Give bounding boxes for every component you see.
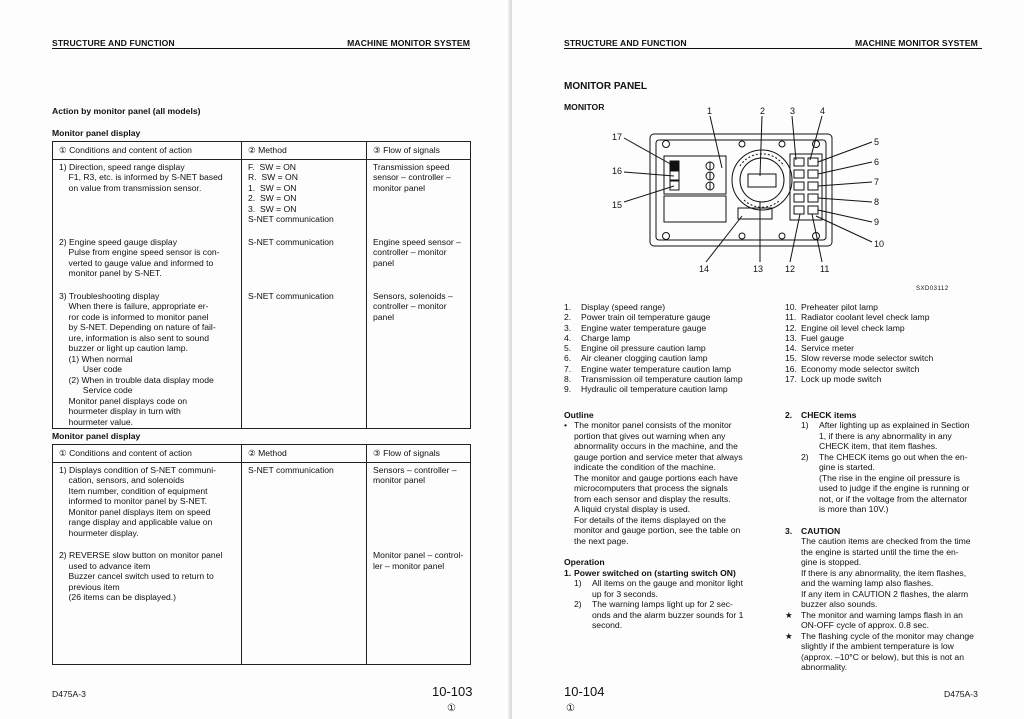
legend-number: 11. [785,312,797,323]
cell-flow [367,235,471,279]
spacer-cell [53,538,242,548]
text-line: F1, R3, etc. is informed by S-NET based [59,172,223,183]
op2-title: CHECK items [801,410,857,420]
list-text [592,578,762,599]
text-line: 1) Displays condition of S-NET communi- [59,465,216,475]
legend-item [785,364,933,374]
op3-heading [785,526,982,536]
outline-text [574,420,762,546]
cell-method [242,289,367,429]
text-line: S-NET communication [248,214,334,225]
callout-3: 3 [790,106,796,116]
bullet-icon: • [564,420,568,431]
table-header-flow: ③ Flow of signals [367,142,471,160]
left-footer-revision: ① [447,703,456,714]
spacer-cell [367,225,471,235]
cell-conditions [53,235,242,279]
legend-number: 5. [564,343,572,354]
text-line: 1, if there is any abnormality in any [819,430,952,441]
right-header-section: STRUCTURE AND FUNCTION [564,38,687,48]
legend-number: 17. [785,374,797,385]
list-marker: 1) [574,578,582,589]
op3-title: CAUTION [801,525,841,536]
spacer-cell [242,538,367,548]
text-line: up for 3 seconds. [592,588,658,599]
text-line: panel [373,311,395,322]
cell-conditions [53,463,242,539]
legend-label: Hydraulic oil temperature caution lamp [581,384,728,395]
op2-number: 2. [785,410,793,420]
text-line: 3) Troubleshooting display [59,290,160,301]
list-text [819,420,982,451]
text-line: Sensors – controller – [373,465,457,475]
callout-8: 8 [874,197,880,207]
legend-label: Engine oil pressure caution lamp [581,343,706,354]
monitor-subtitle: MONITOR [564,102,605,112]
monitor-panel-diagram [610,104,900,282]
text-line: sensor – controller – [373,172,451,183]
text-line: hourmeter value. [59,416,134,427]
text-line: (26 items can be displayed.) [59,592,177,603]
legend-item [564,384,743,394]
right-header-rule [564,48,982,49]
text-line: monitor and gauge portion, see the table on [574,525,741,536]
op1-title: Power switched on (starting switch ON) [574,567,736,578]
text-line: cation, sensors, and solenoids [59,475,185,486]
legend-item [785,343,933,353]
callout-9: 9 [874,217,880,227]
row-spacer [53,225,471,235]
text-line: 2. SW = ON [248,193,297,204]
text-line: range display and applicable value on [59,517,213,528]
text-line: onds and the alarm buzzer sounds for 1 [592,609,744,620]
text-line: For details of the items displayed on the [574,514,726,525]
text-line: indicate the condition of the machine. [574,462,716,473]
text-line: A liquid crystal display is used. [574,504,691,515]
legend-item [564,333,743,343]
figure-code: SXD03112 [916,286,949,292]
legend-item [564,343,743,353]
text-line: monitor panel [373,182,426,193]
text-line: and the warning lamp also flashes. [801,578,934,589]
cell-conditions [53,548,242,664]
text-line: The monitor and gauge portions each have [574,472,738,483]
spacer-cell [242,279,367,289]
text-line: Transmission speed [373,162,450,172]
text-line: used to judge if the engine is running or [819,483,970,494]
legend-number: 8. [564,374,572,385]
legend-number: 1. [564,302,572,312]
text-line: 2) REVERSE slow button on monitor panel [59,550,223,561]
text-line: The flashing cycle of the monitor may change [801,630,974,641]
callout-2: 2 [760,106,766,116]
table-header-row [53,445,471,463]
spacer-cell [242,225,367,235]
text-line: portion that gives out warning when any [574,430,726,441]
legend-label: Service meter [801,343,855,354]
table-header-flow: ③ Flow of signals [367,445,471,463]
legend-label: Transmission oil temperature caution lamp [581,374,743,385]
text-line: S-NET communication [248,465,334,475]
text-line: gauge portion and service meter that always [574,451,743,462]
text-line: The warning lamps light up for 2 sec- [592,599,733,610]
op3-text [785,536,982,609]
text-line: Monitor panel displays code on [59,395,188,406]
table-row [53,463,471,539]
text-line: abnormality. [801,662,848,673]
callout-7: 7 [874,177,880,187]
text-line: is more than 10V.) [819,504,889,515]
legend-number: 14. [785,343,797,354]
legend-label: Engine oil level check lamp [801,322,905,333]
text-line: User code [59,364,123,375]
text-line: ror code is informed to monitor panel [59,311,209,322]
list-marker: 2) [574,599,582,610]
text-line: (2) When in trouble data display mode [59,374,214,385]
text-line: When there is failure, appropriate er- [59,301,209,312]
legend-left [564,302,743,395]
callout-17: 17 [612,132,623,142]
callout-10: 10 [874,239,885,249]
list-item [785,420,982,451]
legend-item [564,302,743,312]
callout-5: 5 [874,137,880,147]
right-footer-revision: ① [566,703,575,714]
list-item [785,610,982,631]
outline-title: Outline [564,410,594,420]
warning-lamp-icons [794,158,818,214]
legend-right [785,302,933,384]
fuel-scale [744,200,780,207]
table-row [53,160,471,225]
text-line: The monitor panel consists of the monitor [574,420,732,431]
cell-flow [367,160,471,225]
callout-13: 13 [753,264,764,274]
list-marker: 1) [801,420,809,431]
action-section-title: Action by monitor panel (all models) [52,106,201,116]
list-item [785,631,982,673]
cell-method [242,160,367,225]
text-line: Service code [59,385,133,396]
cell-conditions [53,289,242,429]
text-line: The caution items are checked from the time [801,536,971,547]
text-line: The CHECK items go out when the en- [819,451,968,462]
op1-items [564,578,762,630]
cell-method [242,463,367,539]
legend-item [785,312,933,322]
text-line: ler – monitor panel [373,560,445,571]
text-line: (approx. –10°C or below), but this is not an [801,651,964,662]
text-line: buzzer or light up caution lamp. [59,343,188,354]
op3-number: 3. [785,525,793,536]
text-line: 2) Engine speed gauge display [59,236,178,247]
legend-number: 6. [564,353,572,364]
cell-conditions [53,160,242,225]
right-footer-model: D475A-3 [944,689,978,699]
op2-items [785,420,982,514]
text-line: by S-NET. Depending on nature of fail- [59,322,216,333]
legend-label: Preheater pilot lamp [801,302,878,312]
text-line: abnormality occurs in the machine, and the [574,441,738,452]
text-line: Item number, condition of equipment [59,485,208,496]
table-header-method: ② Method [242,142,367,160]
text-line: S-NET communication [248,290,334,301]
legend-number: 15. [785,353,797,364]
callout-12: 12 [785,264,796,274]
text-line: hourmeter display in turn with [59,406,181,417]
text-line: microcomputers that process the signals [574,483,728,494]
legend-label: Lock up mode switch [801,374,882,385]
legend-item [785,374,933,384]
list-item [785,452,982,515]
screw-icon [663,233,670,240]
text-line: R. SW = ON [248,172,298,183]
legend-label: Engine water temperature gauge [581,322,707,333]
legend-item [785,302,933,312]
cell-flow [367,463,471,539]
text-line: not, or if the voltage from the alternator [819,493,968,504]
legend-number: 3. [564,322,572,333]
text-line: slightly if the ambient temperature is low [801,641,954,652]
table-header-conditions: ① Conditions and content of action [53,445,242,463]
list-marker: ★ [785,609,793,620]
text-line: (1) When normal [59,353,133,364]
text-line: the engine is started until the time the en- [801,546,959,557]
op2-heading [785,410,982,420]
legend-label: Economy mode selector switch [801,363,920,374]
text-line: monitor panel [373,475,426,486]
legend-item [564,374,743,384]
row-spacer [53,279,471,289]
switch-symbol-icon [670,181,679,190]
operation-title: Operation [564,557,605,568]
speed-display [748,174,776,187]
list-text [801,610,982,631]
lamp-column [790,154,822,220]
cell-flow [367,548,471,664]
text-line: CHECK item, that item flashes. [819,441,938,452]
text-line: from each sensor and display the results. [574,493,731,504]
legend-item [785,333,933,343]
gauge-inner [740,158,784,202]
text-line: hourmeter display. [59,527,139,538]
callout-11: 11 [820,264,830,274]
list-text [819,452,982,515]
legend-number: 9. [564,384,572,395]
callout-1: 1 [707,106,713,116]
row-spacer [53,538,471,548]
monitor-panel-title: MONITOR PANEL [564,81,647,92]
text-line: previous item [59,581,120,592]
legend-label: Engine water temperature caution lamp [581,363,731,374]
text-line: on value from transmission sensor. [59,182,202,193]
spacer-cell [367,538,471,548]
op3-notes [785,610,982,673]
right-footer-page: 10-104 [564,684,605,699]
table-row [53,289,471,429]
outline-paragraph [564,420,762,546]
spacer-cell [53,279,242,289]
legend-item [564,312,743,322]
text-line: controller – monitor [373,247,447,258]
text-line: monitor panel by S-NET. [59,268,162,279]
outline-operation-column [564,410,762,631]
text-line: gine is started. [819,462,875,473]
legend-label: Fuel gauge [801,332,845,343]
spacer-cell [53,225,242,235]
table-row [53,548,471,664]
text-line: verted to gauge value and informed to [59,257,214,268]
switch-symbol-icon [670,161,679,170]
list-item [564,599,762,630]
text-line: Engine speed sensor – [373,236,461,247]
text-line: 1. SW = ON [248,182,297,193]
legend-label: Air cleaner clogging caution lamp [581,353,708,364]
left-lower-block [664,196,726,222]
left-footer-page: 10-103 [432,684,473,699]
list-marker: ★ [785,630,793,641]
legend-label: Radiator coolant level check lamp [801,312,930,323]
text-line: S-NET communication [248,236,334,247]
text-line: Sensors, solenoids – [373,290,453,301]
text-line: controller – monitor [373,301,447,312]
left-header-topic: MACHINE MONITOR SYSTEM [347,38,470,48]
text-line: Pulse from engine speed sensor is con- [59,247,220,258]
legend-number: 16. [785,363,797,374]
table-header-row [53,142,471,160]
text-line: Monitor panel – control- [373,550,464,561]
legend-number: 2. [564,312,572,323]
text-line: panel [373,257,395,268]
text-line: If any item in CAUTION 2 flashes, the alarm [801,588,969,599]
legend-label: Power train oil temperature gauge [581,312,711,323]
legend-item [564,364,743,374]
screw-icon [739,141,745,147]
callout-16: 16 [612,166,623,176]
text-line: informed to monitor panel by S-NET. [59,496,208,507]
left-header-rule [52,48,470,49]
legend-item [785,353,933,363]
legend-item [785,323,933,333]
text-line: gine is stopped. [801,557,862,568]
right-header-topic: MACHINE MONITOR SYSTEM [855,38,978,48]
text-line: ure, information is also sent to sound [59,332,209,343]
legend-label: Slow reverse mode selector switch [801,353,934,364]
table2-title: Monitor panel display [52,431,141,441]
callout-15: 15 [612,200,623,210]
list-item [564,578,762,599]
text-line: After lighting up as explained in Section [819,420,970,431]
op1-number: 1. [564,567,572,578]
text-line: All items on the gauge and monitor light [592,578,743,589]
legend-item [564,353,743,363]
left-header-section: STRUCTURE AND FUNCTION [52,38,175,48]
op1-heading [564,568,762,578]
text-line: The monitor and warning lamps flash in an [801,609,963,620]
cell-flow [367,289,471,429]
monitor-panel-table-1 [52,141,471,429]
left-footer-model: D475A-3 [52,689,86,699]
callout-6: 6 [874,157,880,167]
screw-icon [739,233,745,239]
legend-label: Display (speed range) [581,302,666,312]
text-line: buzzer also sounds. [801,599,878,610]
callout-4: 4 [820,106,826,116]
cell-method [242,548,367,664]
spacer-cell [367,279,471,289]
text-line: 3. SW = ON [248,203,297,214]
table-row [53,235,471,279]
screw-icon [779,141,785,147]
list-marker: 2) [801,451,809,462]
text-line: If there is any abnormality, the item flashes, [801,567,967,578]
screw-icon [779,233,785,239]
text-line: ON-OFF cycle of approx. 0.8 sec. [801,620,929,631]
legend-number: 12. [785,322,797,333]
legend-item [564,323,743,333]
monitor-panel-table-2 [52,444,471,665]
legend-number: 10. [785,302,797,312]
text-line: (The rise in the engine oil pressure is [819,472,960,483]
list-text [801,631,982,673]
text-line: used to advance item [59,560,151,571]
text-line: Buzzer cancel switch used to return to [59,571,214,582]
callout-14: 14 [699,264,710,274]
text-line: second. [592,620,623,631]
list-text [592,599,762,630]
text-line: F. SW = ON [248,162,296,172]
gauge-ring [732,150,792,210]
text-line: Monitor panel displays item on speed [59,506,211,517]
table1-title: Monitor panel display [52,128,141,138]
table-header-method: ② Method [242,445,367,463]
legend-number: 4. [564,332,572,343]
cell-method [242,235,367,279]
text-line: 1) Direction, speed range display [59,162,185,172]
screw-icon [663,141,670,148]
legend-number: 7. [564,363,572,374]
legend-label: Charge lamp [581,332,631,343]
table-header-conditions: ① Conditions and content of action [53,142,242,160]
text-line: the next page. [574,535,629,546]
legend-number: 13. [785,332,797,343]
check-caution-column [785,410,982,673]
